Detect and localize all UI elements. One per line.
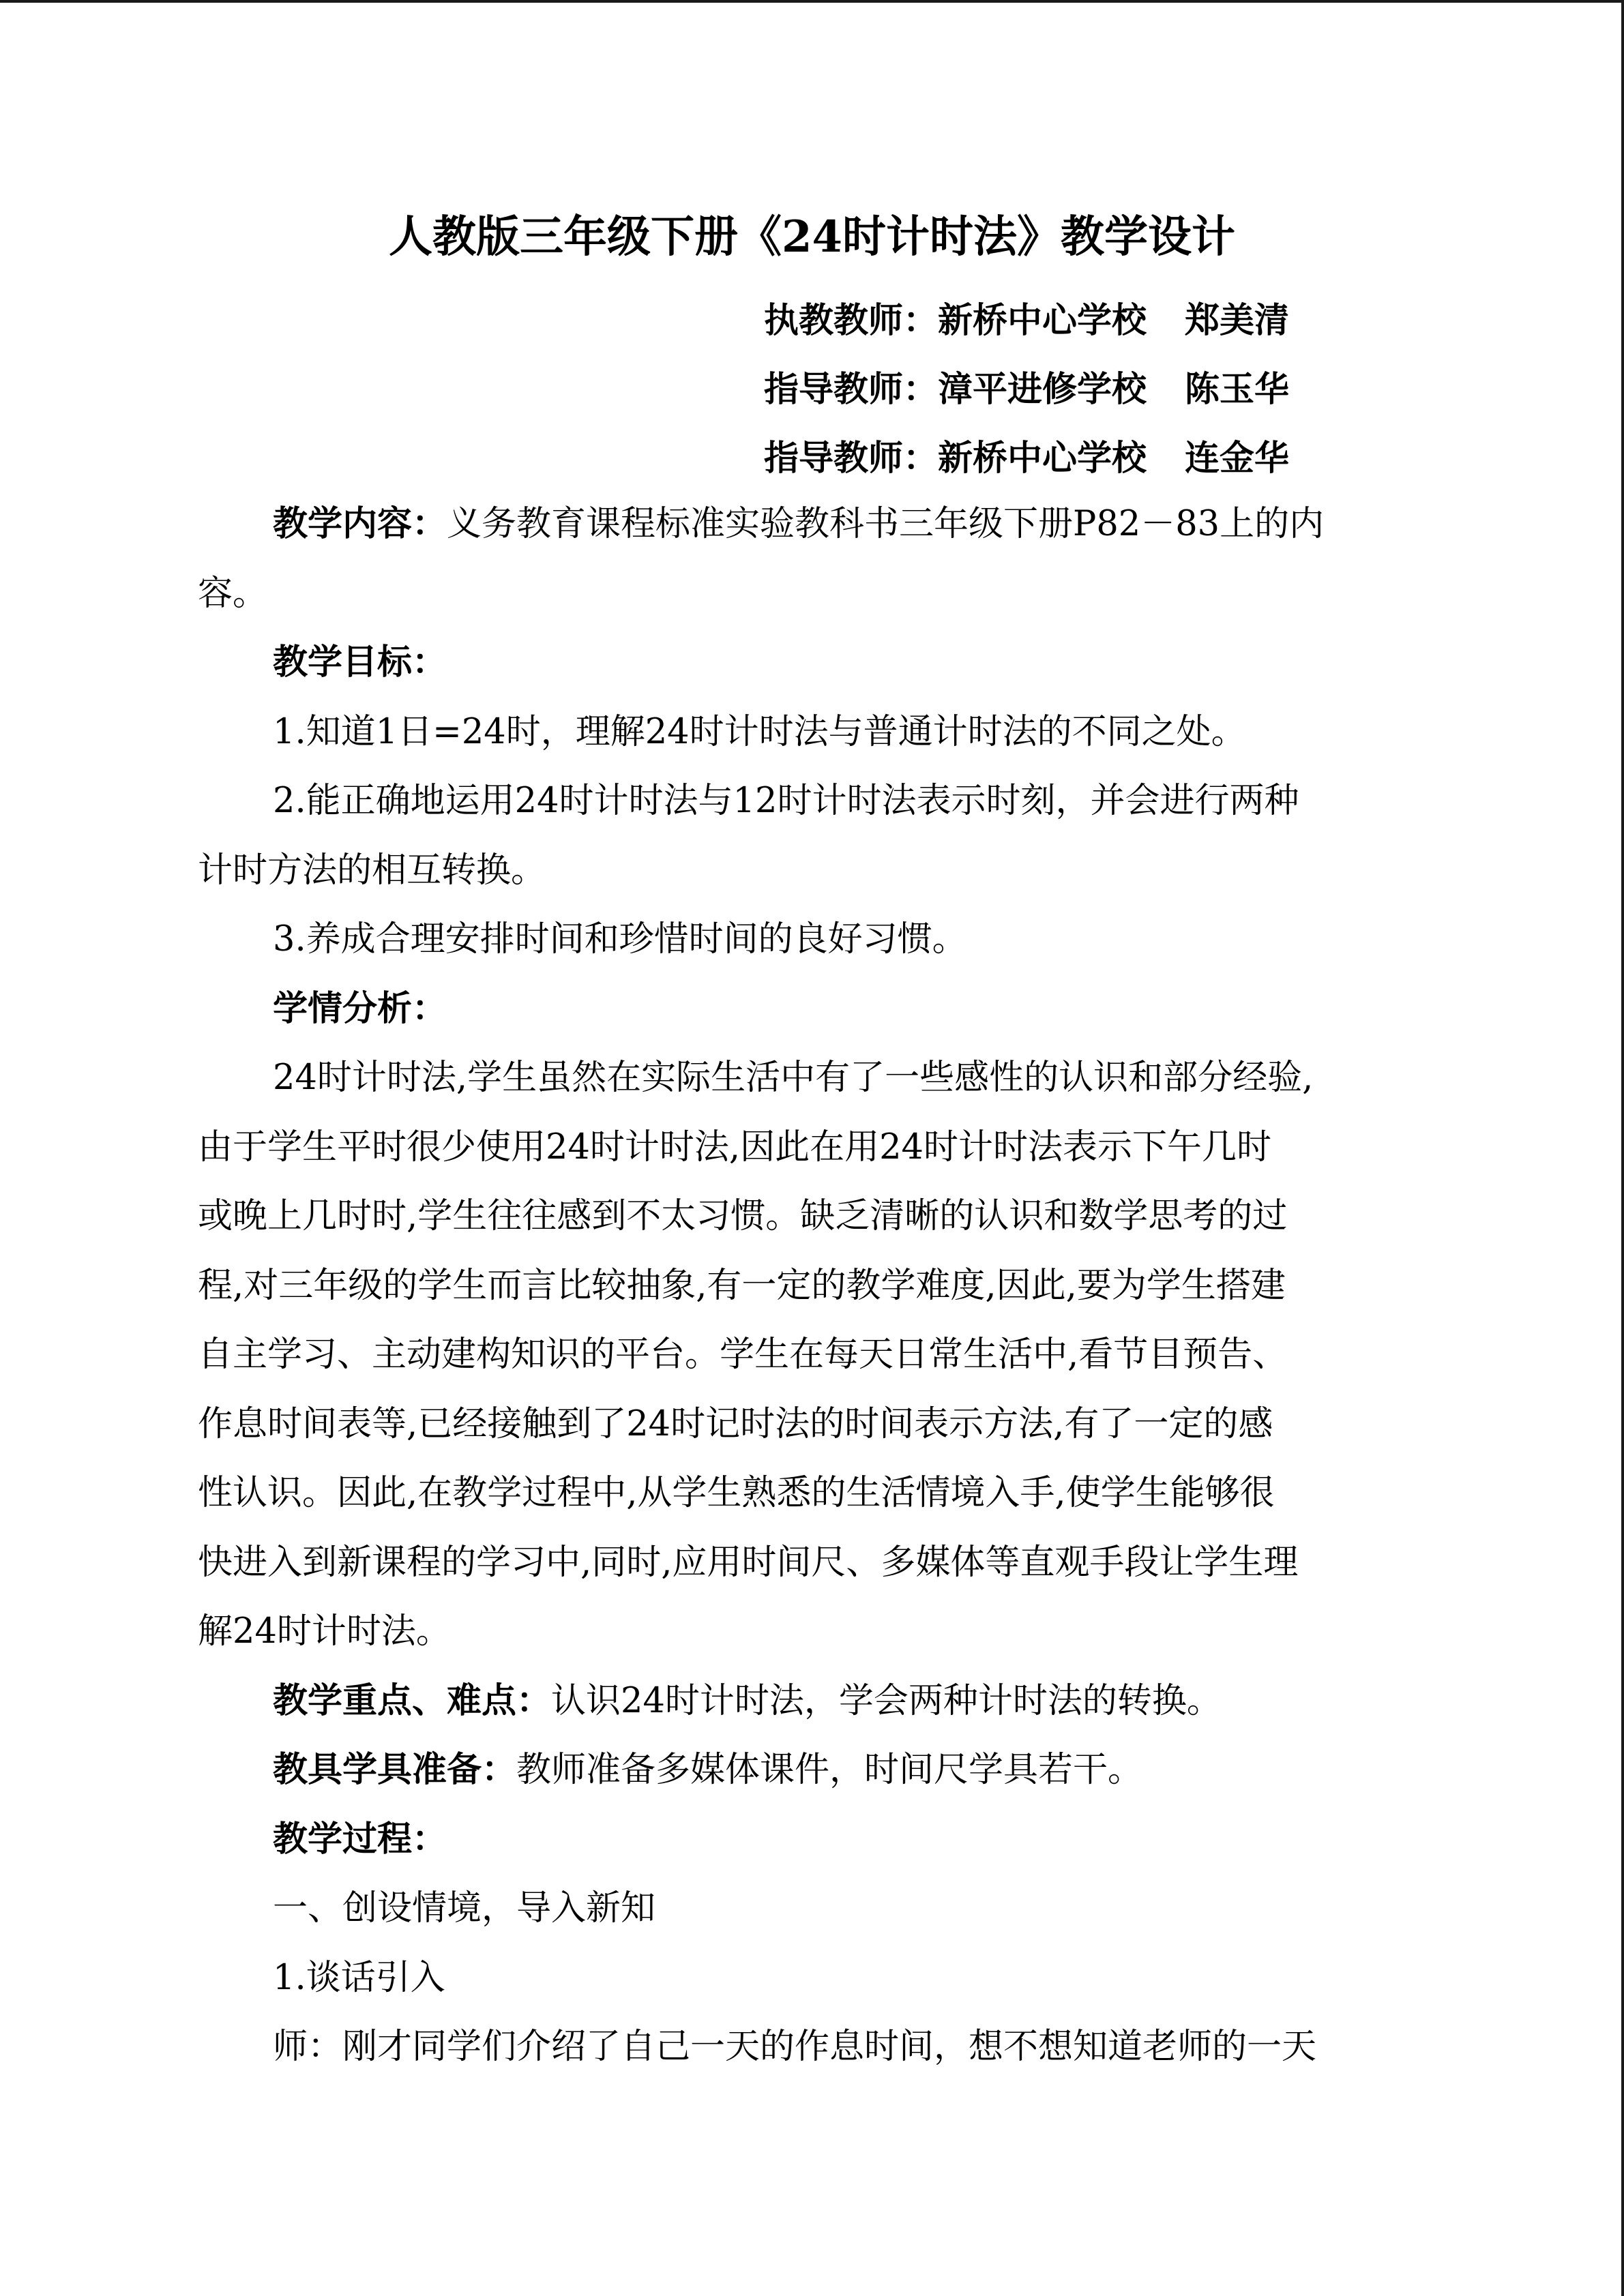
analysis-line: 作息时间表等,已经接触到了24时记时法的时间表示方法,有了一定的感	[198, 1403, 1273, 1444]
analysis-line: 由于学生平时很少使用24时计时法,因此在用24时计时法表示下午几时	[198, 1127, 1272, 1167]
teacher-line-2	[764, 355, 1446, 424]
process-dialog: 师：刚才同学们介绍了自己一天的作息时间，想不想知道老师的一天	[273, 2027, 1317, 2067]
teacher-role: 执教教师：	[764, 300, 939, 341]
process-section-1: 一、创设情境，导入新知	[273, 1888, 656, 1928]
document-body	[198, 490, 1419, 2082]
analysis-line: 程,对三年级的学生而言比较抽象,有一定的教学难度,因此,要为学生搭建	[198, 1265, 1286, 1306]
teaching-content-label: 教学内容：	[273, 503, 447, 544]
materials	[198, 1735, 1419, 1805]
key-points-text: 认识24时计时法，学会两种计时法的转换。	[551, 1680, 1222, 1721]
key-points	[198, 1667, 1419, 1736]
analysis-line: 快进入到新课程的学习中,同时,应用时间尺、多媒体等直观手段让学生理	[198, 1542, 1299, 1583]
teacher-line-3	[764, 424, 1446, 493]
goal-item-3: 3.养成合理安排时间和珍惜时间的良好习惯。	[273, 919, 967, 959]
analysis-line: 解24时计时法。	[198, 1611, 451, 1652]
goal-item-2-line1: 2.能正确地运用24时计时法与12时计时法表示时刻，并会进行两种	[273, 781, 1299, 821]
teaching-content-line1: 义务教育课程标准实验教科书三年级下册P82－83上的内	[447, 504, 1325, 544]
materials-label: 教具学具准备：	[273, 1749, 517, 1790]
analysis-line: 自主学习、主动建构知识的平台。学生在每天日常生活中,看节目预告、	[198, 1335, 1288, 1375]
teacher-name: 陈玉华	[1185, 369, 1290, 410]
goal-item-2-line2: 计时方法的相互转换。	[198, 850, 546, 891]
teacher-list	[764, 286, 1446, 493]
key-points-label: 教学重点、难点：	[273, 1680, 552, 1721]
analysis-line: 24时计时法,学生虽然在实际生活中有了一些感性的认识和部分经验,	[273, 1058, 1314, 1098]
goal-item-1: 1.知道1日=24时，理解24时计时法与普通计时法的不同之处。	[273, 711, 1246, 752]
teacher-role: 指导教师：	[764, 438, 939, 479]
page-right-border	[1621, 0, 1624, 2296]
teaching-content-line2: 容。	[198, 573, 268, 614]
teacher-role: 指导教师：	[764, 369, 939, 410]
teaching-content	[198, 490, 1419, 559]
teacher-school: 新桥中心学校	[938, 300, 1147, 341]
teacher-line-1	[764, 286, 1446, 355]
teacher-school: 漳平进修学校	[938, 369, 1147, 410]
process-step-1: 1.谈话引入	[273, 1957, 445, 1998]
materials-text: 教师准备多媒体课件，时间尺学具若干。	[516, 1750, 1143, 1790]
process-heading: 教学过程：	[273, 1818, 447, 1860]
teacher-name: 连金华	[1185, 438, 1290, 479]
goals-heading: 教学目标：	[273, 642, 447, 683]
analysis-heading: 学情分析：	[273, 987, 447, 1029]
analysis-line: 性认识。因此,在教学过程中,从学生熟悉的生活情境入手,使学生能够很	[198, 1473, 1275, 1513]
document-title: 人教版三年级下册《24时计时法》教学设计	[388, 211, 1236, 263]
page-top-border	[0, 0, 1624, 3]
analysis-line: 或晚上几时时,学生往往感到不太习惯。缺乏清晰的认识和数学思考的过	[198, 1196, 1288, 1236]
teacher-school: 新桥中心学校	[938, 438, 1147, 479]
teacher-name: 郑美清	[1185, 300, 1290, 341]
